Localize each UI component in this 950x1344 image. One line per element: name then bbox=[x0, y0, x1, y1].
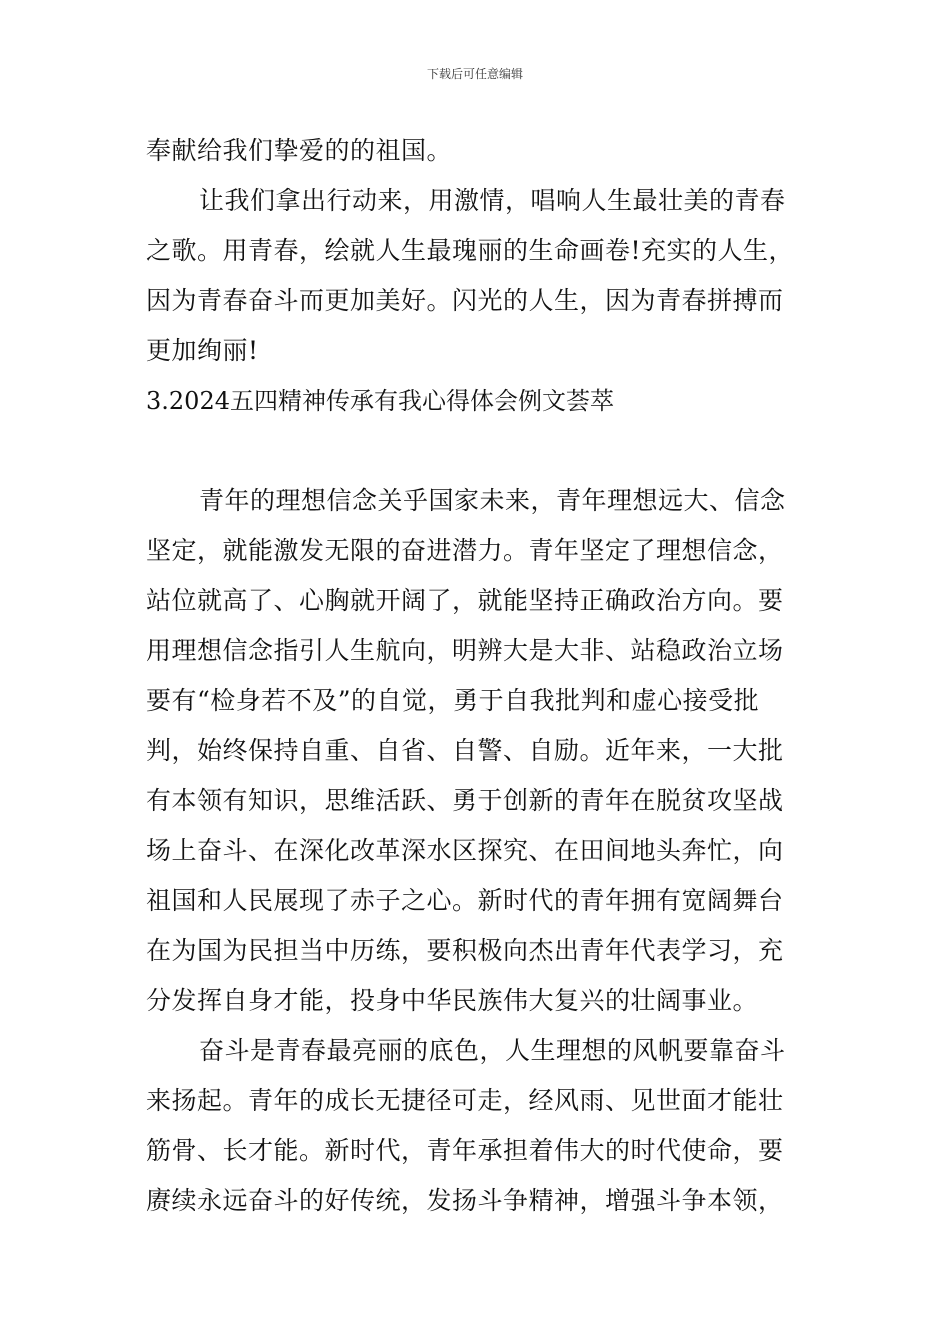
text-line: 场上奋斗、在深化改革深水区探究、在田间地头奔忙，向 bbox=[146, 836, 784, 865]
paragraph-2 bbox=[146, 176, 808, 376]
paragraph-1 bbox=[146, 126, 808, 176]
text-line: 赓续永远奋斗的好传统，发扬斗争精神，增强斗争本领， bbox=[146, 1186, 784, 1215]
text-line: 判，始终保持自重、自省、自警、自励。近年来，一大批 bbox=[146, 736, 784, 765]
text-line: 奋斗是青春最亮丽的底色，人生理想的风帆要靠奋斗 bbox=[199, 1036, 786, 1065]
blank-line bbox=[146, 426, 808, 476]
text-line: 因为青春奋斗而更加美好。闪光的人生，因为青春拼搏而 bbox=[146, 286, 784, 315]
text-line: 在为国为民担当中历练，要积极向杰出青年代表学习，充 bbox=[146, 936, 784, 965]
text-line: 祖国和人民展现了赤子之心。新时代的青年拥有宽阔舞台 bbox=[146, 886, 784, 915]
text-line: 来扬起。青年的成长无捷径可走，经风雨、见世面才能壮 bbox=[146, 1086, 784, 1115]
paragraph-4 bbox=[146, 1026, 808, 1226]
section-heading-text: 3.2024五四精神传承有我心得体会例文荟萃 bbox=[146, 387, 614, 415]
text-line: 有本领有知识，思维活跃、勇于创新的青年在脱贫攻坚战 bbox=[146, 786, 784, 815]
text-line: 分发挥自身才能，投身中华民族伟大复兴的壮阔事业。 bbox=[146, 986, 759, 1015]
text-line: 奉献给我们挚爱的的祖国。 bbox=[146, 136, 453, 165]
text-line: 要有“检身若不及”的自觉，勇于自我批判和虚心接受批 bbox=[146, 686, 760, 715]
text-line: 更加绚丽! bbox=[146, 336, 259, 365]
text-line: 之歌。用青春，绘就人生最瑰丽的生命画卷!充实的人生， bbox=[146, 236, 795, 265]
text-line: 筋骨、长才能。新时代，青年承担着伟大的时代使命，要 bbox=[146, 1136, 784, 1165]
paragraph-3 bbox=[146, 476, 808, 1026]
text-line: 用理想信念指引人生航向，明辨大是大非、站稳政治立场 bbox=[146, 636, 784, 665]
text-line: 站位就高了、心胸就开阔了，就能坚持正确政治方向。要 bbox=[146, 586, 784, 615]
text-line: 坚定，就能激发无限的奋进潜力。青年坚定了理想信念， bbox=[146, 536, 784, 565]
text-line: 青年的理想信念关乎国家未来，青年理想远大、信念 bbox=[199, 486, 786, 515]
document-body bbox=[146, 126, 808, 1226]
text-line: 让我们拿出行动来，用激情，唱响人生最壮美的青春 bbox=[199, 186, 786, 215]
section-heading bbox=[146, 376, 808, 426]
page-header-note: 下载后可任意编辑 bbox=[426, 67, 523, 81]
